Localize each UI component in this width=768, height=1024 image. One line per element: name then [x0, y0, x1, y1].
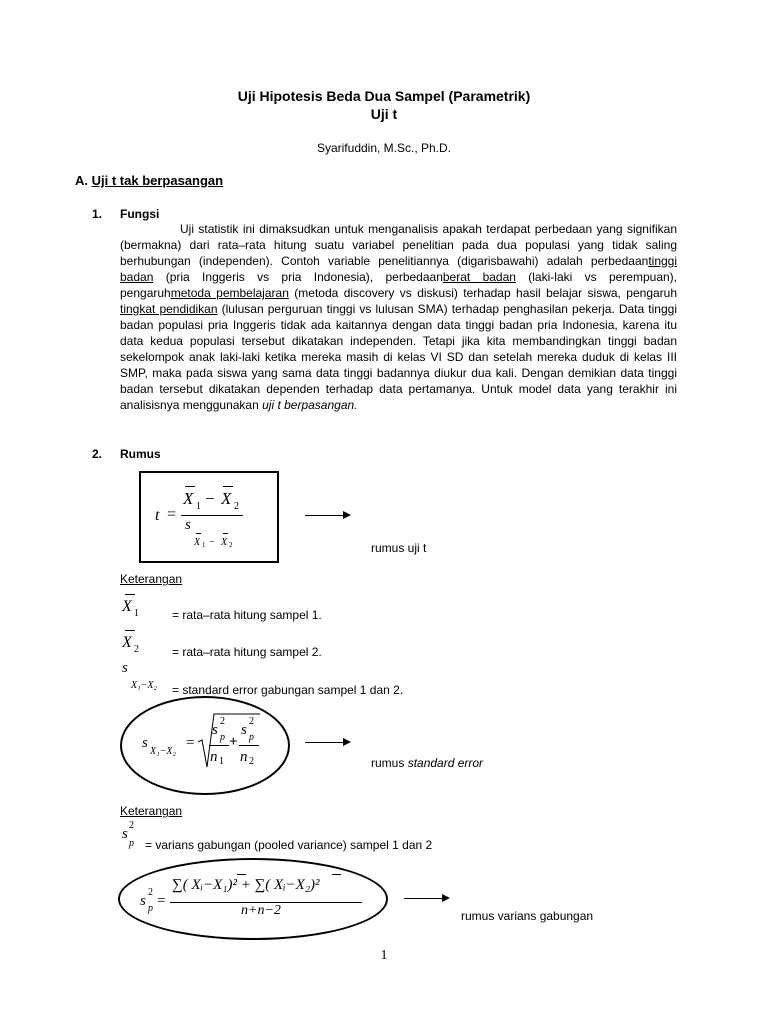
formula-se-den1-sub: 1 [219, 756, 224, 767]
formula-var-label: rumus varians gabungan [461, 909, 594, 923]
legend-x2-desc: = rata–rata hitung sampel 2. [172, 645, 322, 659]
formula-t-minus: − [205, 489, 215, 508]
formula-t-x1: X [183, 489, 194, 508]
formula-t-label: rumus uji t [371, 541, 427, 555]
legend-x1-desc: = rata–rata hitung sampel 1. [172, 608, 322, 622]
formula-se-num1-sup: 2 [220, 716, 225, 727]
legend-x2-symbol: X [122, 634, 132, 651]
formula-t-lhs: t [155, 507, 160, 524]
item2-title: Rumus [120, 447, 161, 461]
formula-se-s: s [142, 735, 148, 751]
section-a-title: Uji t tak berpasangan [91, 173, 224, 188]
overbar-var-x1 [237, 874, 246, 875]
formula-var-lhs-sup: 2 [148, 887, 153, 898]
author: Syarifuddin, M.Sc., Ph.D. [316, 141, 452, 155]
document-subtitle: Uji t [370, 106, 398, 122]
formula-se-plus: + [229, 734, 238, 750]
legend-x1-sub: 1 [134, 608, 139, 619]
para-text-4: (metoda discovery vs diskusi) terhadap hasil belajar siswa, pengaruh [288, 286, 678, 300]
item2-number: 2. [92, 447, 103, 461]
arrow-right-icon [404, 898, 448, 899]
para-italic-1: uji t berpasangan. [262, 398, 358, 412]
formula-var-lhs: s [140, 893, 146, 909]
formula-se-num2-sub: p [249, 732, 254, 743]
formula-t-s-sub-1: 1 [202, 541, 206, 549]
section-a-heading [75, 173, 223, 188]
overbar-x1 [185, 486, 195, 487]
para-underline-2: berat badan [442, 270, 516, 284]
formula-se-num2-sup: 2 [249, 716, 254, 727]
formula-var-numerator: ∑( Xᵢ−X₁)² + ∑( Xᵢ−X₂)² [172, 877, 320, 893]
formula-t-s-sub-2: 2 [229, 541, 233, 549]
overbar-var-x2 [332, 874, 341, 875]
para-underline-4: tingkat pendidikan [120, 302, 218, 316]
formula-se-den2-sub: 2 [249, 756, 254, 767]
formula-se-sub: X₁−X₂ [150, 746, 176, 757]
formula-t-fraction-line [181, 515, 243, 516]
legend-x1-symbol: X [122, 598, 132, 615]
formula-t-x2-sub: 2 [234, 501, 239, 512]
legend-x1-overbar [125, 594, 135, 595]
formula-se-label [371, 756, 483, 770]
overbar-sub-x1 [196, 533, 201, 534]
legend-x2-sub: 2 [134, 644, 139, 655]
overbar-x2 [223, 486, 233, 487]
formula-t-x2: X [221, 489, 232, 508]
para-underline-3: metoda pembelajaran [170, 286, 289, 300]
para-text-5: (lulusan perguruan tinggi vs lulusan SMA) terhadap penghasilan pekerja. Data tinggi badan populasi pria Inggeris tidak ada kaitannya dengan data tinggi badan pria Indonesia, karena itu data kedua populasi tersebut dikatakan independen. Tetapi jika kita membandingkan tinggi badan sekelompok anak laki-laki ketika mereka masih di kelas VI SD dan setelah mereka duduk di kelas III SMP, maka pada siswa yang sama data tinggi badannya diukur dua kali. Dengan demikian data tinggi badan tersebut dikatakan dependen terhadap data pertamanya. Untuk model data yang terakhir ini analisisnya menggunakan [120, 302, 677, 412]
formula-t-box [139, 471, 279, 563]
overbar-sub-x2 [223, 533, 228, 534]
formula-t-eq: = [167, 506, 177, 523]
formula-var-lhs-sub: p [148, 903, 153, 914]
formula-se-den2: n [240, 749, 248, 765]
para-underline-1: tinggi badan [120, 254, 677, 284]
formula-se-den1: n [210, 749, 218, 765]
formula-se-eq: = [186, 735, 195, 751]
formula-var-denominator: n+n−2 [241, 903, 281, 918]
legend-s-symbol: s [122, 660, 128, 676]
sp2-sup: 2 [129, 820, 134, 831]
para-text-3: (laki-laki vs perempuan), pengaruh [120, 270, 677, 300]
formula-se-label-italic: standard error [407, 756, 484, 770]
document-title: Uji Hipotesis Beda Dua Sampel (Parametrik) [237, 88, 531, 104]
formula-t-s: s [185, 517, 191, 533]
formula-se-num1: s [212, 722, 218, 738]
formula-t-s-sub-minus: − [209, 537, 215, 548]
formula-t-s-sub-x2: X [221, 537, 228, 548]
formula-t-s-sub-x1: X [194, 537, 201, 548]
item1-number: 1. [92, 207, 103, 221]
sp2-sub: p [129, 838, 134, 849]
formula-se-frac1-line [209, 745, 229, 746]
keterangan-1: Keterangan [120, 572, 183, 586]
item1-paragraph [120, 221, 677, 413]
page-number: 1 [380, 948, 388, 963]
legend-s-sub: X₁−X₂ [131, 680, 157, 691]
item1-title: Fungsi [120, 207, 160, 221]
formula-se-num1-sub: p [220, 732, 225, 743]
section-a-letter: A. [75, 173, 88, 188]
arrow-right-icon [305, 742, 349, 743]
para-text-2: (pria Inggeris vs pria Indonesia), perbedaan [153, 270, 443, 284]
formula-t-x1-sub: 1 [196, 501, 201, 512]
keterangan-2: Keterangan [120, 804, 183, 818]
formula-se-label-prefix: rumus [371, 756, 408, 770]
sp2-symbol: s [122, 826, 128, 842]
sp2-desc: = varians gabungan (pooled variance) sampel 1 dan 2 [145, 838, 433, 852]
formula-se-frac2-line [239, 745, 259, 746]
para-text-1: Uji statistik ini dimaksudkan untuk menganalisis apakah terdapat perbedaan yang signifikan (bermakna) dari rata–rata hitung suatu variabel penelitian pada dua populasi yang tidak saling berhubungan (independen). Contoh variable penelitiannya (digarisbawahi) adalah perbedaan [120, 222, 677, 268]
arrow-right-icon [305, 515, 349, 516]
legend-x2-overbar [125, 630, 135, 631]
legend-s-desc: = standard error gabungan sampel 1 dan 2. [172, 683, 404, 697]
formula-var-eq: = [157, 893, 166, 909]
formula-se-num2: s [241, 722, 247, 738]
